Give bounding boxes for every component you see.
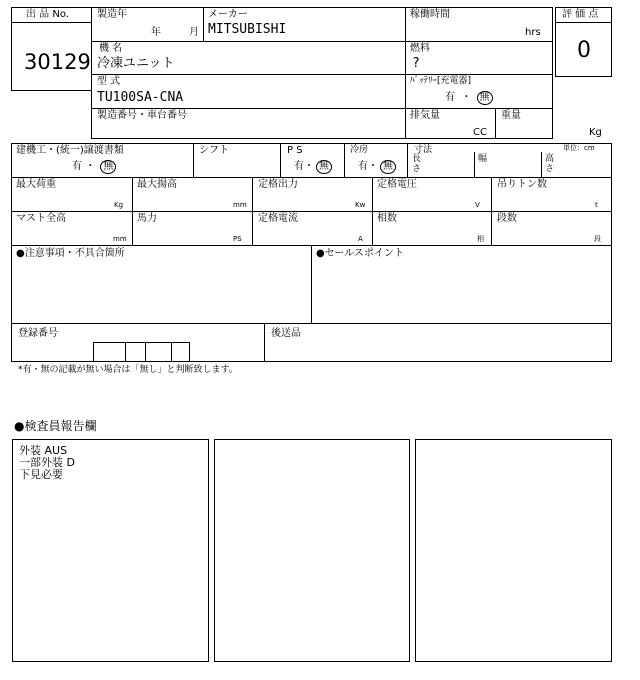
battery-dot: ・ [461, 92, 472, 103]
phase-label: 相数 [377, 213, 397, 224]
dimension-height: 高 さ [545, 154, 555, 174]
lot-number: 30129 [24, 50, 91, 74]
battery-no-circled: 無 [477, 91, 493, 105]
battery-yes: 有 [445, 92, 455, 103]
fuel-label: 燃料 [410, 43, 430, 54]
lift-ton-label: 吊りトン数 [497, 179, 547, 190]
transfer-dot: ・ [85, 161, 96, 172]
transfer-doc-label: 建機工・(統一)譲渡書類 [16, 145, 124, 156]
inspector-title: ●検査員報告欄 [14, 419, 97, 433]
max-load-unit: Kg [114, 201, 124, 209]
ps-choice [294, 160, 332, 174]
max-load-label: 最大荷重 [16, 179, 56, 190]
mast-height-unit: mm [113, 235, 127, 243]
shift-label: シフト [199, 145, 229, 156]
model-type-label: 型 式 [97, 76, 121, 87]
notes-label: ●注意事項・不具合箇所 [16, 248, 125, 259]
fuel-value: ? [412, 56, 420, 71]
inspector-box-2 [214, 439, 410, 662]
dimensions-label: 寸法 [414, 145, 433, 155]
score-label: 評 価 点 [562, 9, 599, 20]
max-lift-label: 最大揚高 [137, 179, 177, 190]
cooling-no-circled: 無 [380, 160, 396, 174]
lift-ton-unit: t [595, 201, 598, 209]
transfer-doc-choice [72, 160, 116, 174]
horsepower-unit: PS [233, 235, 242, 243]
shipping-label: 後送品 [271, 328, 301, 339]
displacement-label: 排気量 [410, 110, 440, 121]
dimension-length: 長 さ [412, 154, 422, 174]
serial-label: 製造番号・車台番号 [97, 110, 187, 121]
ps-yes: 有 [294, 161, 304, 172]
ps-no-circled: 無 [316, 160, 332, 174]
dimensions-unit: 単位：cm [563, 144, 595, 152]
ps-dot: ・ [304, 161, 314, 172]
month-unit: 月 [189, 27, 199, 38]
inspector-note-3: 下見必要 [19, 468, 63, 481]
weight-unit: Kg [589, 127, 602, 138]
hours-label: 稼働時間 [410, 9, 450, 20]
weight-label: 重量 [501, 110, 521, 121]
rated-current-unit: A [358, 235, 363, 243]
rated-voltage-unit: V [475, 201, 480, 209]
registration-label: 登録番号 [18, 328, 58, 339]
sales-points-label: ●セールスポイント [316, 248, 404, 259]
maker-label: メーカー [208, 9, 248, 20]
transfer-yes: 有 [72, 161, 82, 172]
lot-label: 出 品 No. [26, 9, 69, 20]
stages-unit: 段 [594, 235, 601, 243]
battery-label: ﾊﾞｯﾃﾘｰ[充電器] [410, 76, 472, 86]
rated-current-label: 定格電流 [258, 213, 298, 224]
inspector-note-2: 一部外装 D [19, 456, 75, 469]
rated-output-unit: Kw [355, 201, 366, 209]
phase-unit: 相 [477, 235, 484, 243]
max-lift-unit: mm [233, 201, 247, 209]
model-name-value: 冷凍ユニット [97, 56, 175, 71]
battery-choice [445, 91, 493, 105]
manufacture-year-label: 製造年 [97, 9, 127, 20]
footnote: *有・無の記載が無い場合は「無し」と判断致します。 [18, 365, 238, 375]
rated-output-label: 定格出力 [258, 179, 298, 190]
maker-value: MITSUBISHI [208, 22, 287, 37]
displacement-unit: CC [473, 127, 487, 138]
cooling-label: 冷房 [350, 145, 369, 155]
model-name-label: 機 名 [99, 43, 123, 54]
model-type-value: TU100SA-CNA [97, 90, 184, 105]
ps-label: P S [287, 145, 303, 156]
dimension-width: 幅 [478, 154, 488, 164]
stages-label: 段数 [497, 213, 517, 224]
inspector-note-1: 外装 AUS [19, 444, 68, 457]
horsepower-label: 馬力 [137, 213, 157, 224]
mast-height-label: マスト全高 [16, 213, 66, 224]
cooling-dot: ・ [368, 161, 378, 172]
cooling-choice [358, 160, 396, 174]
cooling-yes: 有 [358, 161, 368, 172]
inspector-box-3 [415, 439, 612, 662]
rated-voltage-label: 定格電圧 [377, 179, 417, 190]
score-value: 0 [577, 38, 591, 63]
transfer-no-circled: 無 [100, 160, 116, 174]
hours-unit: hrs [525, 27, 541, 38]
year-unit: 年 [151, 27, 161, 38]
